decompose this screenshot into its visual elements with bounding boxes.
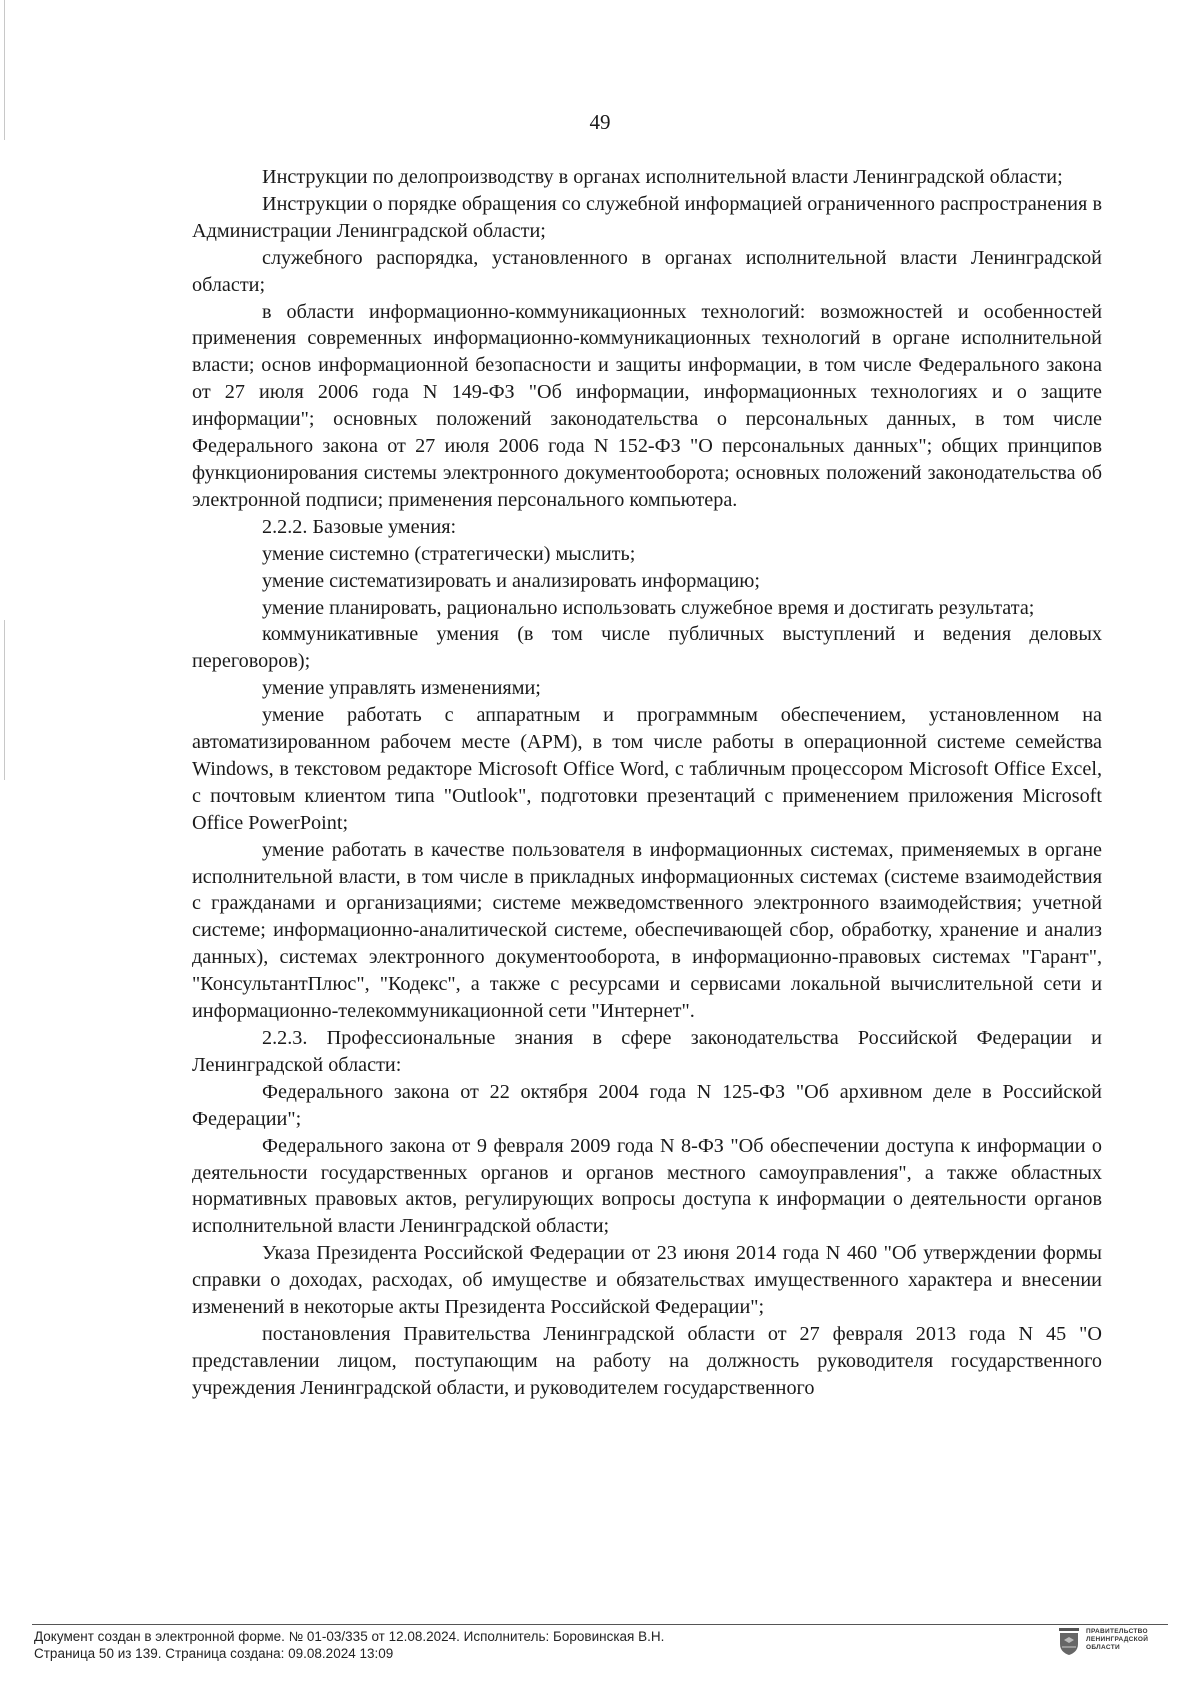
footer-divider [32, 1624, 1168, 1625]
paragraph: Инструкции по делопроизводству в органах исполнительной власти Ленинградской области; [262, 166, 1063, 188]
footer-info [34, 1628, 664, 1662]
logo-line: ПРАВИТЕЛЬСТВО [1086, 1628, 1148, 1635]
paragraph: умение системно (стратегически) мыслить; [262, 542, 636, 565]
paragraph: Инструкции о порядке обращения со служебной информацией ограниченного распространения в Администрации Ленинградской области; [192, 192, 1102, 242]
paragraph: в области информационно-коммуникационных технологий: возможностей и особенностей применения современных информационно-коммуникационных технологий в органе исполнительной власти; основ информационной безопасности и защиты информации, в том числе Федерального закона от 27 июля 2006 года N 149-ФЗ "Об информации, информационных технологиях и о защите информации"; основных положений законодательства о персональных данных, в том числе Федерального закона от 27 июля 2006 года N 152-ФЗ "О персональных данных"; общих принципов функционирования системы электронного документооборота; основных положений законодательства об электронной подписи; применения персонального компьютера. [192, 300, 1102, 511]
paragraph: Федерального закона от 9 февраля 2009 года N 8-ФЗ "Об обеспечении доступа к информации о деятельности государственных органов и органов местного самоуправления", а также областных нормативных правовых актов, регулирующих вопросы доступа к информации о деятельности органов исполнительной власти Ленинградской области; [192, 1134, 1102, 1238]
paragraph: умение управлять изменениями; [262, 677, 541, 700]
paragraph: постановления Правительства Ленинградской области от 27 февраля 2013 года N 45 "О представлении лицом, поступающим на работу на должность руководителя государственного учреждения Ленинградской области, и руководителем государственного [192, 1322, 1102, 1399]
paragraph: умение планировать, рационально использовать служебное время и достигать результата; [262, 596, 1035, 619]
paragraph: умение систематизировать и анализировать информацию; [262, 569, 760, 592]
logo-line: ОБЛАСТИ [1086, 1644, 1120, 1651]
page-number: 49 [589, 110, 611, 134]
coat-of-arms-icon [1058, 1628, 1080, 1656]
logo-line: ЛЕНИНГРАДСКОЙ [1086, 1636, 1149, 1643]
document-body [192, 164, 1102, 1402]
paragraph: умение работать с аппаратным и программным обеспечением, установленном на автоматизированном рабочем месте (АРМ), в том числе работы в операционной системе семейства Windows, в текстовом редакторе Microsoft Office Word, с табличным процессором Microsoft Office Excel, с почтовым клиентом типа "Outlook", подготовки презентаций с применением приложения Microsoft Office PowerPoint; [192, 704, 1102, 834]
paragraph: служебного распорядка, установленного в органах исполнительной власти Ленинградской области; [192, 246, 1102, 296]
paragraph: коммуникативные умения (в том числе публичных выступлений и ведения деловых переговоров); [192, 623, 1102, 673]
scan-edge-line [4, 620, 5, 780]
footer-document-info: Документ создан в электронной форме. № 01-03/335 от 12.08.2024. Исполнитель: Боровинская В.Н. [34, 1629, 665, 1644]
logo-caption [1086, 1628, 1148, 1652]
footer-page-info: Страница 50 из 139. Страница создана: 09.08.2024 13:09 [34, 1646, 394, 1661]
government-logo [1058, 1628, 1148, 1656]
section-heading: 2.2.2. Базовые умения: [262, 515, 457, 538]
section-heading: 2.2.3. Профессиональные знания в сфере законодательства Российской Федерации и Ленинградской области: [192, 1027, 1102, 1076]
paragraph: Указа Президента Российской Федерации от 23 июня 2014 года N 460 "Об утверждении формы справки о доходах, расходах, об имуществе и обязательствах имущественного характера и внесении изменений в некоторые акты Президента Российской Федерации"; [192, 1242, 1102, 1319]
paragraph: умение работать в качестве пользователя в информационных системах, применяемых в органе исполнительной власти, в том числе в прикладных информационных системах (системе взаимодействия с гражданами и организациями; системе межведомственного электронного взаимодействия; учетной системе; информационно-аналитической системе, обеспечивающей сбор, обработку, хранение и анализ данных), системах электронного документооборота, в информационно-правовых системах "Гарант", "КонсультантПлюс", "Кодекс", а также с ресурсами и сервисами локальной вычислительной сети и информационно-телекоммуникационной сети "Интернет". [192, 838, 1102, 1023]
paragraph: Федерального закона от 22 октября 2004 года N 125-ФЗ "Об архивном деле в Российской Федерации"; [192, 1080, 1102, 1130]
